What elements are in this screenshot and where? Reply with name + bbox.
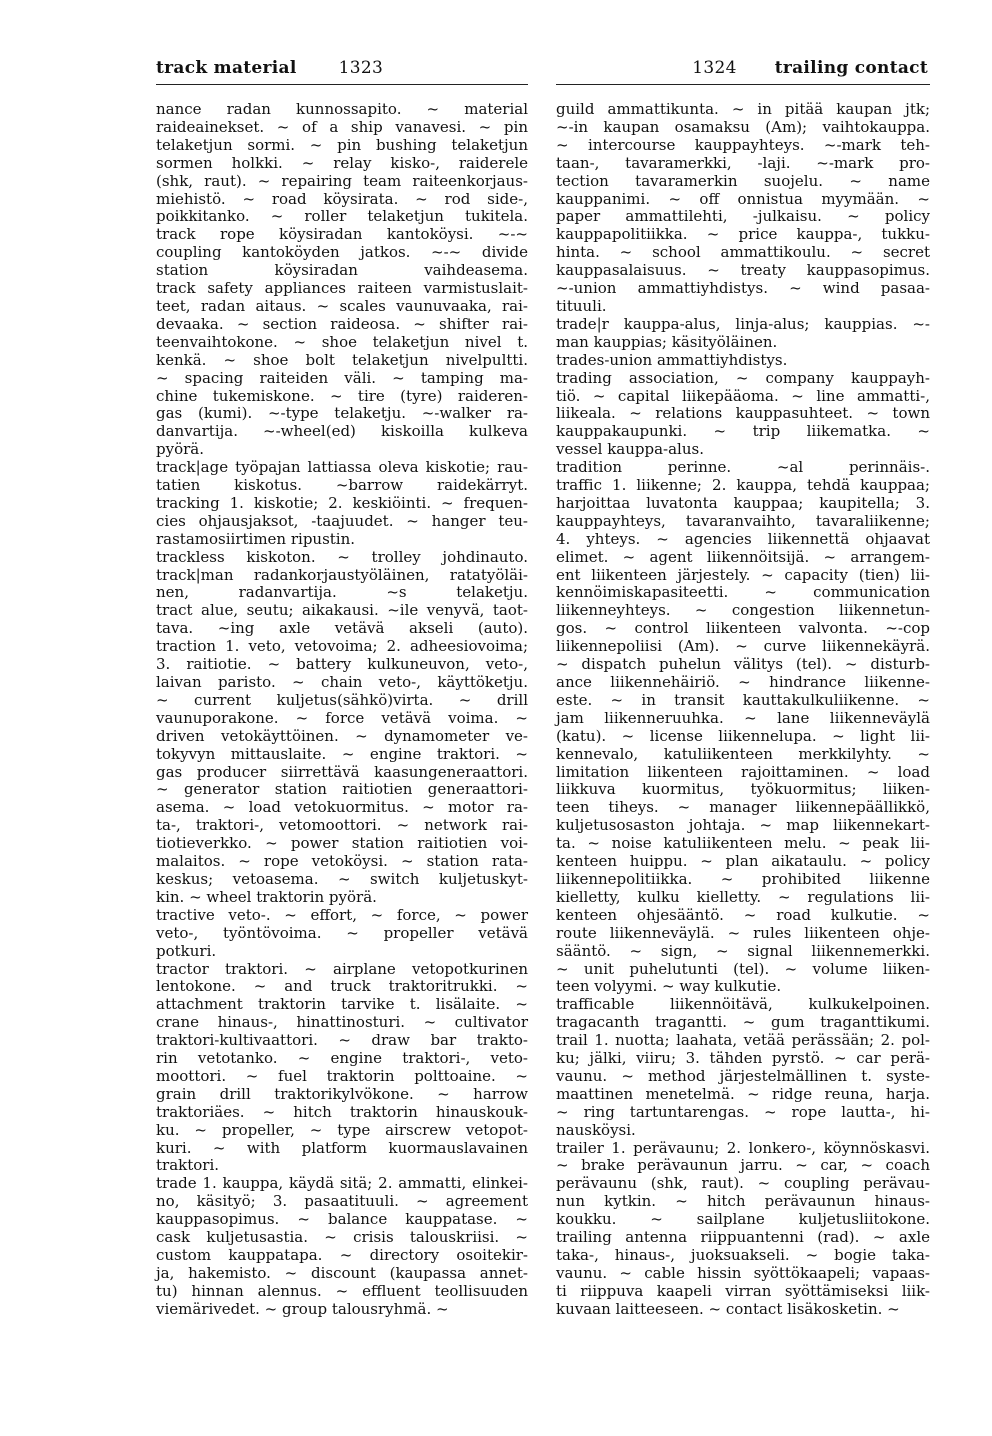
dictionary-line: trade 1. kauppa, käydä sitä; 2. ammatti, elinkei-	[156, 1174, 528, 1193]
dictionary-line: nen, radanvartija. ~s telaketju.	[156, 583, 528, 602]
dictionary-line: nausköysi.	[556, 1120, 636, 1139]
dictionary-line: ~ intercourse kauppayhteys. ~-mark teh-	[556, 135, 930, 154]
dictionary-line: ~ brake perävaunun jarru. ~ car, ~ coach	[556, 1156, 930, 1175]
dictionary-line: kuvaan laitteeseen. ~ contact lisäkosketin. ~	[556, 1299, 900, 1318]
dictionary-line: lentokone. ~ and truck traktoritrukki. ~	[156, 977, 528, 996]
dictionary-line: ~ ring tartuntarengas. ~ rope lautta-, hi-	[556, 1102, 930, 1121]
dictionary-line: ~-union ammattiyhdistys. ~ wind pasaa-	[556, 279, 930, 298]
dictionary-line: kauppasalaisuus. ~ treaty kauppasopimus.	[556, 261, 930, 280]
dictionary-line: vaunu. ~ method järjestelmällinen t. syste-	[556, 1066, 930, 1085]
dictionary-line: liikkuva kuormitus, työkuormitus; liiken-	[556, 780, 930, 799]
dictionary-line: tituuli.	[556, 296, 607, 315]
dictionary-line: liikennepolitiikka. ~ prohibited liikenne	[556, 869, 930, 888]
dictionary-line: tection tavaramerkin suojelu. ~ name	[556, 171, 930, 190]
dictionary-line: ent liikenteen järjestely. ~ capacity (tien) lii-	[556, 565, 930, 584]
dictionary-line: kauppanimi. ~ off onnistua myymään. ~	[556, 189, 930, 208]
dictionary-line: ku; jälki, viiru; 3. tähden pyrstö. ~ car perä-	[556, 1049, 930, 1068]
dictionary-line: tiö. ~ capital liikepääoma. ~ line ammatti-,	[556, 386, 930, 405]
dictionary-line: tracking 1. kiskotie; 2. keskiöinti. ~ frequen-	[156, 493, 528, 512]
dictionary-line: track|man radankorjaustyöläinen, ratatyöläi-	[156, 565, 528, 584]
dictionary-line: traffic 1. liikenne; 2. kauppa, tehdä kauppaa;	[556, 476, 930, 495]
dictionary-line: ~-in kaupan osamaksu (Am); vaihtokauppa.	[556, 117, 930, 136]
dictionary-line: trailing antenna riippuantenni (rad). ~ axle	[556, 1228, 930, 1247]
dictionary-line: miehistö. ~ road köysirata. ~ rod side-,	[156, 189, 528, 208]
dictionary-line: ~ spacing raiteiden väli. ~ tamping ma-	[156, 368, 528, 387]
dictionary-line: ku. ~ propeller, ~ type airscrew vetopot-	[156, 1120, 528, 1139]
dictionary-line: sääntö. ~ sign, ~ signal liikennemerkki.	[556, 941, 930, 960]
dictionary-line: ja, hakemisto. ~ discount (kaupassa annet-	[156, 1263, 528, 1282]
dictionary-line: hinta. ~ school ammattikoulu. ~ secret	[556, 243, 930, 262]
dictionary-line: trail 1. nuotta; laahata, vetää perässään; 2. pol-	[556, 1031, 930, 1050]
dictionary-line: kauppakaupunki. ~ trip liikematka. ~	[556, 422, 930, 441]
dictionary-line: nun kytkin. ~ hitch perävaunun hinaus-	[556, 1192, 930, 1211]
dictionary-line: liikennepoliisi (Am). ~ curve liikennekäyrä.	[556, 637, 930, 656]
dictionary-line: maattinen menetelmä. ~ ridge reuna, harja.	[556, 1084, 930, 1103]
header-guide-word-right: trailing contact	[774, 58, 928, 78]
page-number-right: 1324	[692, 58, 737, 78]
dictionary-line: track safety appliances raiteen varmistuslait-	[156, 279, 528, 298]
dictionary-line: tradition perinne. ~al perinnäis-.	[556, 458, 930, 477]
page-number-left: 1323	[338, 58, 384, 78]
dictionary-line: trailer 1. perävaunu; 2. lonkero-, köynnöskasvi.	[556, 1138, 930, 1157]
dictionary-line: traktori.	[156, 1156, 220, 1175]
dictionary-line: rastamosiirtimen ripustin.	[156, 529, 356, 548]
dictionary-line: gos. ~ control liikenteen valvonta. ~-cop	[556, 619, 930, 638]
dictionary-line: perävaunu (shk, raut). ~ coupling perävau-	[556, 1174, 930, 1193]
dictionary-line: kennevalo, katuliikenteen merkkilyhty. ~	[556, 744, 930, 763]
dictionary-line: (shk, raut). ~ repairing team raiteenkorjaus-	[156, 171, 528, 190]
dictionary-line: teet, radan aitaus. ~ scales vaunuvaaka, rai-	[156, 296, 528, 315]
dictionary-line: trade|r kauppa-alus, linja-alus; kauppias. ~-	[556, 314, 930, 333]
dictionary-line: tiotieverkko. ~ power station raitiotien voi-	[156, 834, 528, 853]
dictionary-line: cies ohjausjaksot, -taajuudet. ~ hanger teu-	[156, 511, 528, 530]
dictionary-line: 3. raitiotie. ~ battery kulkuneuvon, veto-,	[156, 655, 528, 674]
dictionary-line: tava. ~ing axle vetävä akseli (auto).	[156, 619, 528, 638]
dictionary-line: kenteen huippu. ~ plan aikataulu. ~ policy	[556, 852, 930, 871]
dictionary-line: station köysiradan vaihdeasema.	[156, 261, 528, 280]
dictionary-line: danvartija. ~-wheel(ed) kiskoilla kulkeva	[156, 422, 528, 441]
dictionary-line: grain drill traktorikylvökone. ~ harrow	[156, 1084, 528, 1103]
dictionary-line: crane hinaus-, hinattinosturi. ~ cultivator	[156, 1013, 528, 1032]
dictionary-line: nance radan kunnossapito. ~ material	[156, 100, 528, 118]
dictionary-line: track rope köysiradan kantoköysi. ~-~	[156, 225, 528, 244]
dictionary-line: kauppayhteys, tavaranvaihto, tavaraliikenne;	[556, 511, 930, 530]
dictionary-line: kuljetusosaston johtaja. ~ map liikennekart-	[556, 816, 930, 835]
dictionary-line: tractor traktori. ~ airplane vetopotkurinen	[156, 959, 528, 978]
dictionary-line: pyörä.	[156, 440, 204, 459]
dictionary-line: traction 1. veto, vetovoima; 2. adheesiovoima;	[156, 637, 528, 656]
dictionary-line: liikeala. ~ relations kauppasuhteet. ~ town	[556, 404, 930, 423]
dictionary-line: kuri. ~ with platform kuormauslavainen	[156, 1138, 528, 1157]
dictionary-line: no, käsityö; 3. pasaatituuli. ~ agreement	[156, 1192, 528, 1211]
dictionary-line: kauppasopimus. ~ balance kauppatase. ~	[156, 1210, 528, 1229]
dictionary-line: kielletty, kulku kielletty. ~ regulations lii-	[556, 887, 930, 906]
dictionary-line: chine tukemiskone. ~ tire (tyre) raideren-	[156, 386, 528, 405]
dictionary-line: ti riippuva kaapeli virran syöttämiseksi liik-	[556, 1281, 930, 1300]
dictionary-line: kenteen ohjesääntö. ~ road kulkutie. ~	[556, 905, 930, 924]
dictionary-line: man kauppias; käsityöläinen.	[556, 332, 778, 351]
dictionary-line: jam liikenneruuhka. ~ lane liikenneväylä	[556, 708, 930, 727]
dictionary-line: taan-, tavaramerkki, -laji. ~-mark pro-	[556, 153, 930, 172]
dictionary-line: (katu). ~ license liikennelupa. ~ light lii-	[556, 726, 930, 745]
header-guide-word-left: track material	[156, 58, 297, 78]
dictionary-line: viemärivedet. ~ group talousryhmä. ~	[156, 1299, 449, 1318]
dictionary-line: keskus; vetoasema. ~ switch kuljetuskyt-	[156, 869, 528, 888]
dictionary-line: telaketjun sormi. ~ pin bushing telaketjun	[156, 135, 528, 154]
dictionary-line: taka-, hinaus-, juoksuakseli. ~ bogie taka-	[556, 1246, 930, 1264]
dictionary-line: kauppapolitiikka. ~ price kauppa-, tukku-	[556, 225, 930, 244]
dictionary-line: track|age työpajan lattiassa oleva kiskotie; rau-	[156, 458, 528, 477]
dictionary-line: trading association, ~ company kauppayh-	[556, 368, 930, 387]
dictionary-line: tu) hinnan alennus. ~ effluent teollisuuden	[156, 1281, 528, 1300]
dictionary-line: rin vetotanko. ~ engine traktori-, veto-	[156, 1049, 528, 1068]
dictionary-line: moottori. ~ fuel traktorin polttoaine. ~	[156, 1066, 528, 1085]
dictionary-line: trackless kiskoton. ~ trolley johdinauto.	[156, 547, 528, 566]
dictionary-line: koukku. ~ sailplane kuljetusliitokone.	[556, 1210, 930, 1229]
dictionary-line: vaunuporakone. ~ force vetävä voima. ~	[156, 708, 528, 727]
dictionary-line: sormen holkki. ~ relay kisko-, raiderele	[156, 153, 528, 172]
dictionary-line: liikenneyhteys. ~ congestion liikennetun-	[556, 601, 930, 620]
dictionary-line: veto-, työntövoima. ~ propeller vetävä	[156, 923, 528, 942]
dictionary-line: elimet. ~ agent liikennöitsijä. ~ arrangem-	[556, 547, 930, 566]
dictionary-line: trades-union ammattiyhdistys.	[556, 350, 788, 369]
dictionary-line: este. ~ in transit kauttakulkuliikenne. ~	[556, 690, 930, 709]
dictionary-line: ta. ~ noise katuliikenteen melu. ~ peak lii-	[556, 834, 930, 853]
dictionary-line: teen tiheys. ~ manager liikennepäällikkö,	[556, 798, 930, 817]
dictionary-line: guild ammattikunta. ~ in pitää kaupan jtk;	[556, 100, 930, 118]
dictionary-line: ance liikennehäiriö. ~ hindrance liikenne-	[556, 673, 930, 691]
dictionary-line: cask kuljetusastia. ~ crisis talouskriisi. ~	[156, 1228, 528, 1247]
dictionary-line: gas producer siirrettävä kaasungeneraattori.	[156, 762, 528, 781]
dictionary-line: ~ dispatch puhelun välitys (tel). ~ disturb-	[556, 655, 930, 674]
header-left	[156, 58, 383, 78]
dictionary-line: kenkä. ~ shoe bolt telaketjun nivelpultti.	[156, 350, 528, 369]
dictionary-line: tract alue, seutu; aikakausi. ~ile venyvä, taot-	[156, 601, 528, 620]
dictionary-line: vaunu. ~ cable hissin syöttökaapeli; vapaas-	[556, 1263, 930, 1282]
dictionary-line: tatien kiskotus. ~barrow raidekärryt.	[156, 476, 528, 495]
dictionary-line: kennöimiskapasiteetti. ~ communication	[556, 583, 930, 602]
dictionary-line: traktoriäes. ~ hitch traktorin hinauskouk-	[156, 1102, 528, 1121]
dictionary-line: devaaka. ~ section raideosa. ~ shifter rai-	[156, 314, 528, 333]
header-rule-left	[156, 84, 528, 85]
left-column	[156, 101, 528, 1319]
dictionary-line: harjoittaa luvatonta kauppaa; kaupitella; 3.	[556, 493, 930, 512]
dictionary-line: 4. yhteys. ~ agencies liikennettä ohjaavat	[556, 529, 930, 548]
dictionary-line: limitation liikenteen rajoittaminen. ~ load	[556, 762, 930, 781]
dictionary-line: tokyvyn mittauslaite. ~ engine traktori. ~	[156, 744, 528, 763]
dictionary-line: ta-, traktori-, vetomoottori. ~ network rai-	[156, 816, 528, 835]
dictionary-line: tractive veto-. ~ effort, ~ force, ~ power	[156, 905, 528, 924]
dictionary-line: tragacanth tragantti. ~ gum traganttikumi.	[556, 1013, 930, 1032]
dictionary-line: attachment traktorin tarvike t. lisälaite. ~	[156, 995, 528, 1014]
dictionary-line: ~ unit puhelutunti (tel). ~ volume liiken-	[556, 959, 930, 978]
dictionary-line: poikkitanko. ~ roller telaketjun tukitela.	[156, 207, 528, 226]
dictionary-line: kin. ~ wheel traktorin pyörä.	[156, 887, 377, 906]
dictionary-line: raideainekset. ~ of a ship vanavesi. ~ pin	[156, 117, 528, 136]
right-column	[556, 101, 930, 1319]
dictionary-line: vessel kauppa-alus.	[556, 440, 704, 459]
dictionary-line: trafficable liikennöitävä, kulkukelpoinen.	[556, 995, 930, 1014]
dictionary-line: potkuri.	[156, 941, 217, 960]
dictionary-line: ~ generator station raitiotien generaattori-	[156, 780, 528, 799]
dictionary-line: teenvaihtokone. ~ shoe telaketjun nivel t.	[156, 332, 528, 351]
dictionary-line: custom kauppatapa. ~ directory osoitekir-	[156, 1246, 528, 1264]
header-right	[692, 58, 928, 78]
dictionary-line: malaitos. ~ rope vetoköysi. ~ station rata-	[156, 852, 528, 871]
dictionary-line: route liikenneväylä. ~ rules liikenteen ohje-	[556, 923, 930, 942]
dictionary-line: driven vetokäyttöinen. ~ dynamometer ve-	[156, 726, 528, 745]
header-rule-right	[556, 84, 930, 85]
dictionary-line: ~ current kuljetus(sähkö)virta. ~ drill	[156, 690, 528, 709]
dictionary-line: traktori-kultivaattori. ~ draw bar trakto-	[156, 1031, 528, 1050]
dictionary-line: asema. ~ load vetokuormitus. ~ motor ra-	[156, 798, 528, 817]
dictionary-line: teen volyymi. ~ way kulkutie.	[556, 977, 782, 996]
dictionary-line: laivan paristo. ~ chain veto-, käyttöketju.	[156, 673, 528, 691]
dictionary-line: gas (kumi). ~-type telaketju. ~-walker ra-	[156, 404, 528, 423]
dictionary-line: paper ammattilehti, -julkaisu. ~ policy	[556, 207, 930, 226]
dictionary-line: coupling kantoköyden jatkos. ~-~ divide	[156, 243, 528, 262]
